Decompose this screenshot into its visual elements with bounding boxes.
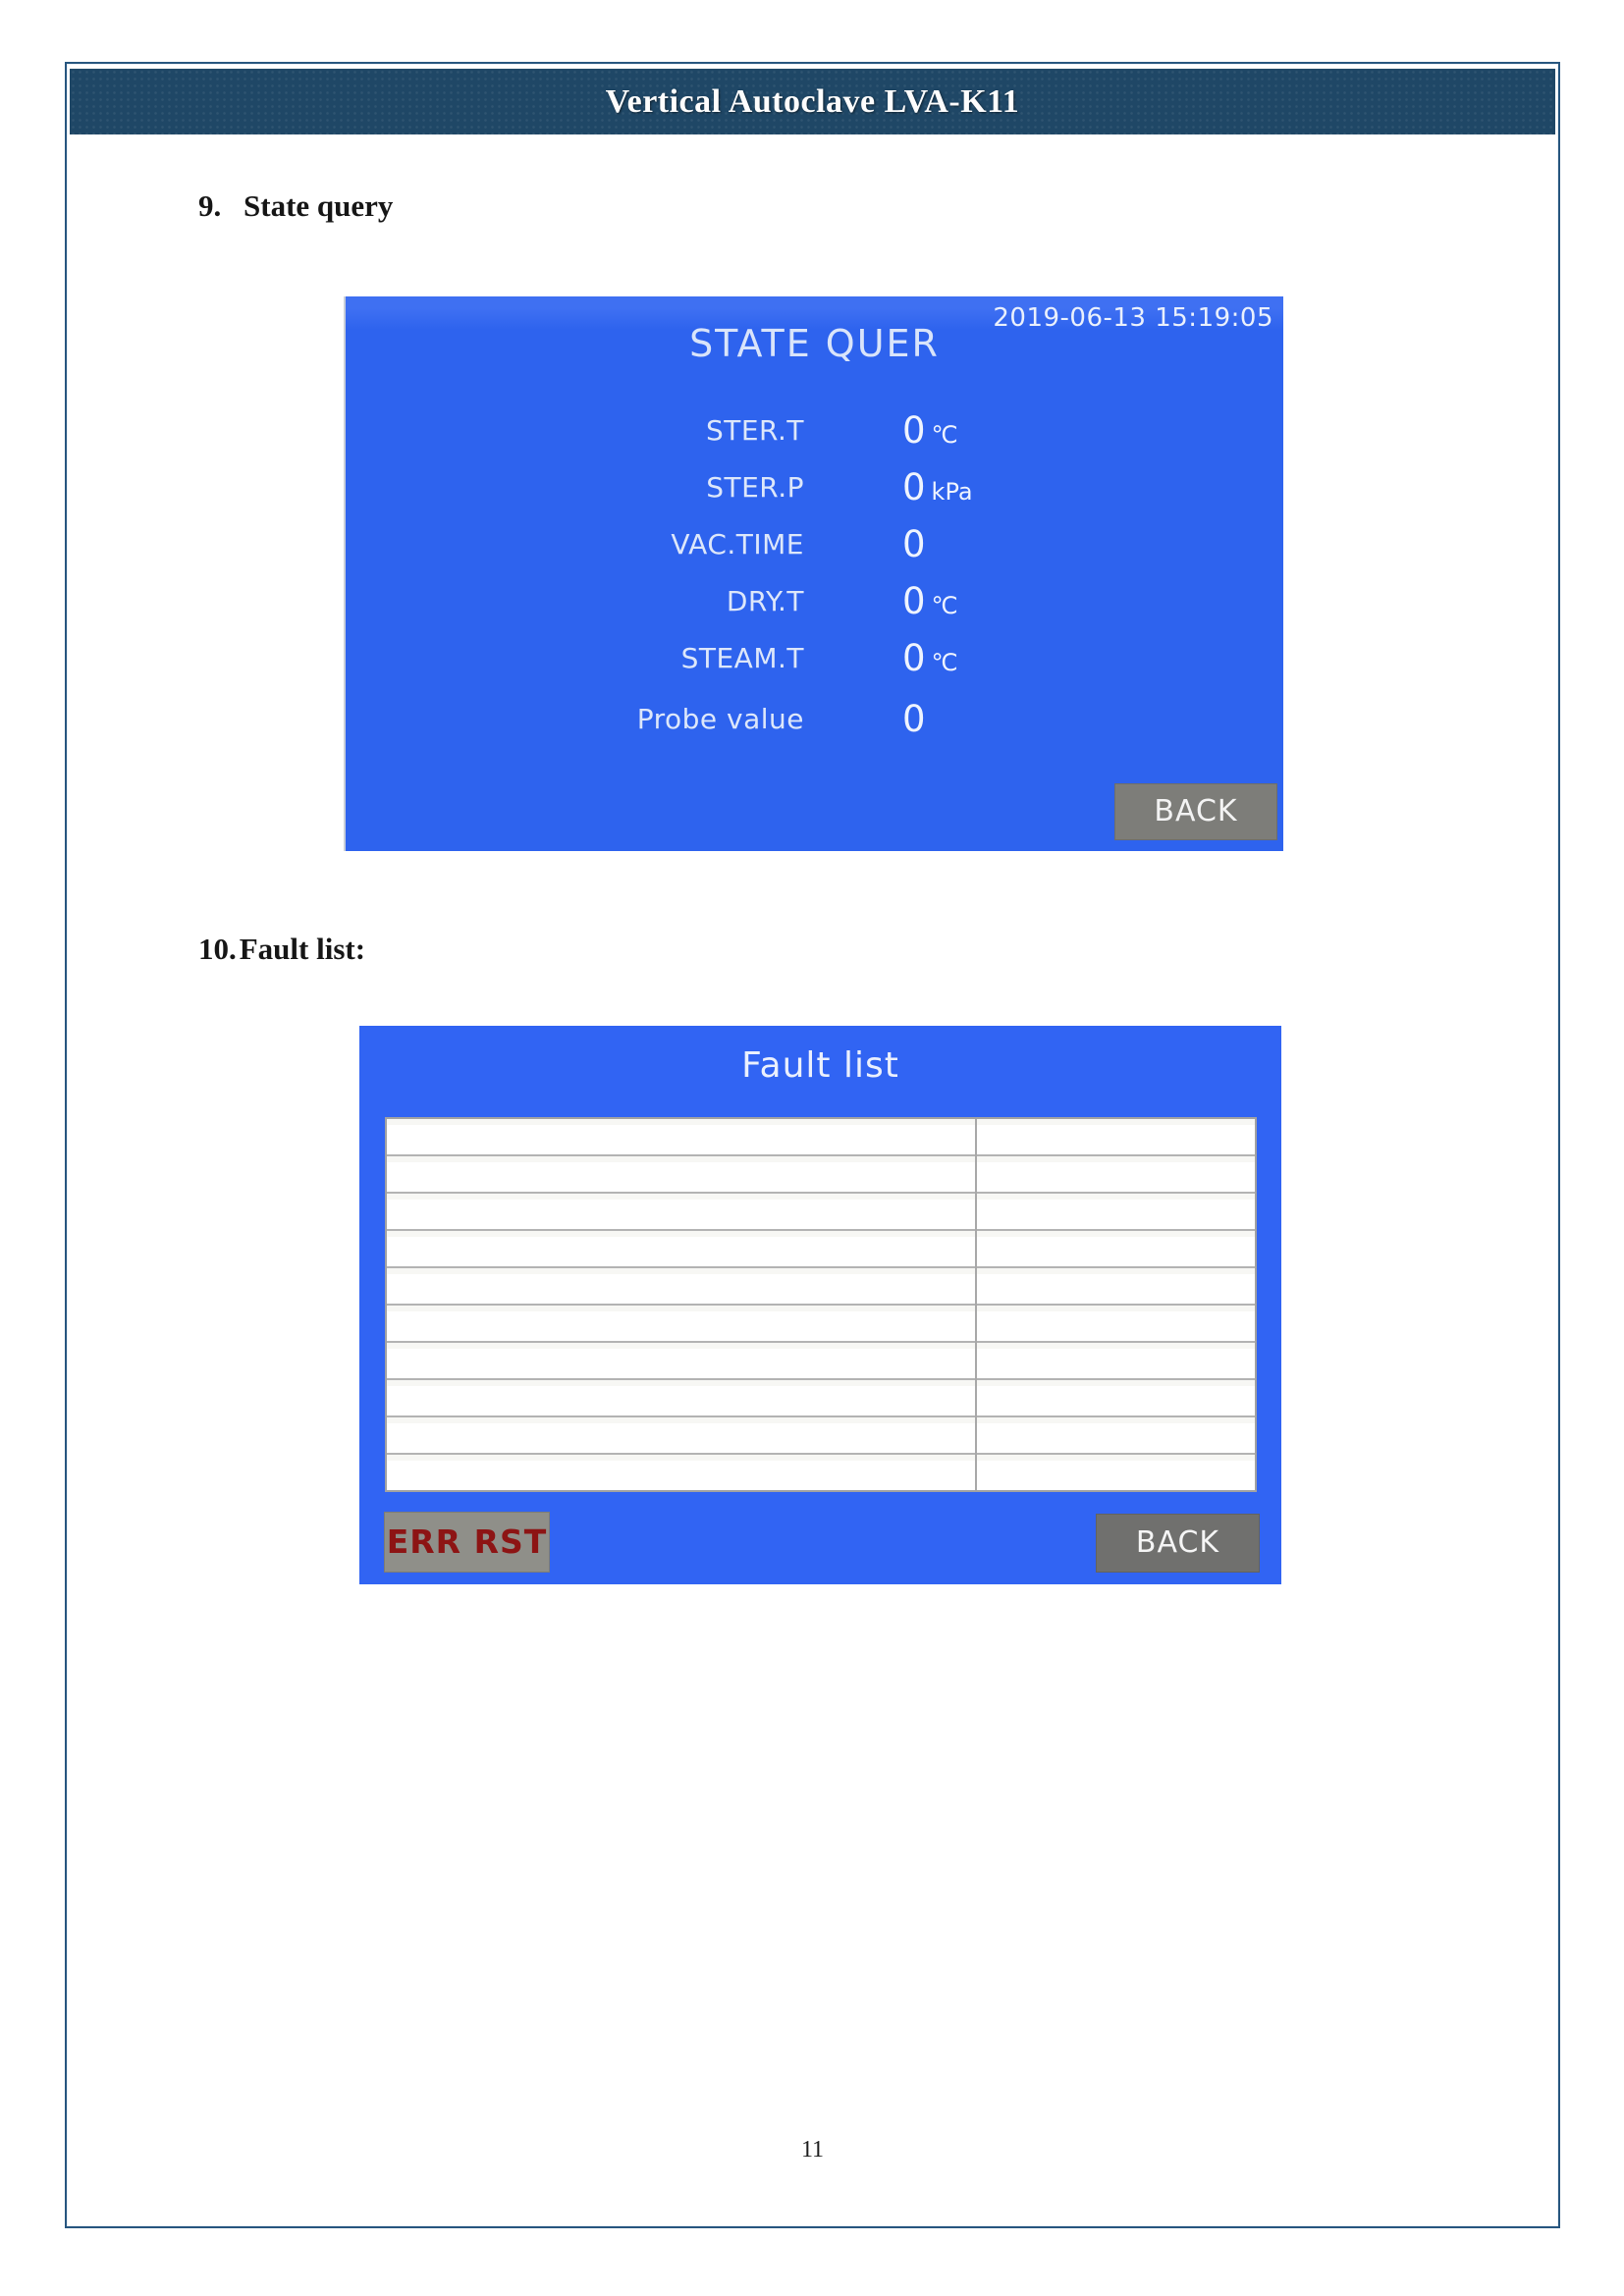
state-row xyxy=(346,691,1283,748)
section-10-number: 10. xyxy=(198,932,237,966)
fault-table-row xyxy=(387,1194,1255,1231)
page-number: 11 xyxy=(800,2137,825,2163)
state-row-value: 0 ℃ xyxy=(902,409,958,452)
state-row xyxy=(346,516,1283,573)
fault-table xyxy=(385,1117,1257,1492)
fault-table-row xyxy=(387,1417,1255,1455)
section-9-number: 9. xyxy=(198,188,222,223)
state-row xyxy=(346,459,1283,516)
fault-table-row xyxy=(387,1119,1255,1156)
fault-list-screen xyxy=(359,1026,1281,1584)
section-9-title: State query xyxy=(244,188,394,223)
state-row-label: STER.P xyxy=(706,471,804,504)
fault-table-row xyxy=(387,1231,1255,1268)
page-title: Vertical Autoclave LVA-K11 xyxy=(605,82,1020,120)
state-row-value: 0 kPa xyxy=(902,466,973,508)
err-rst-button[interactable]: ERR RST xyxy=(385,1513,549,1572)
state-row-label: DRY.T xyxy=(726,585,804,617)
fault-table-row xyxy=(387,1268,1255,1306)
state-row-value: 0 xyxy=(902,698,926,740)
state-row-value: 0 ℃ xyxy=(902,580,958,622)
header-bar xyxy=(70,69,1555,134)
state-row-label: STER.T xyxy=(705,414,804,447)
section-9-heading xyxy=(198,188,393,224)
fault-table-row xyxy=(387,1380,1255,1417)
fault-table-row xyxy=(387,1455,1255,1492)
clock-text: 2019-06-13 15:19:05 xyxy=(993,303,1273,333)
state-row-value: 0 xyxy=(902,523,926,565)
back-button[interactable]: BACK xyxy=(1115,784,1276,839)
fault-screen-title: Fault list xyxy=(741,1045,899,1086)
fault-table-row xyxy=(387,1306,1255,1343)
state-query-screen xyxy=(344,296,1283,851)
state-row xyxy=(346,402,1283,459)
fault-table-divider xyxy=(975,1119,977,1490)
state-row xyxy=(346,573,1283,630)
state-row xyxy=(346,630,1283,687)
state-readout-list xyxy=(346,402,1283,748)
fault-table-row xyxy=(387,1156,1255,1194)
state-row-label: STEAM.T xyxy=(680,642,804,674)
state-screen-title: STATE QUER xyxy=(689,322,940,365)
state-row-label: Probe value xyxy=(636,703,804,735)
back-button[interactable]: BACK xyxy=(1097,1515,1259,1572)
section-10-title: Fault list: xyxy=(239,932,366,966)
page-border xyxy=(65,62,1560,2228)
state-row-value: 0 ℃ xyxy=(902,637,958,679)
section-10-heading xyxy=(198,932,365,967)
fault-table-row xyxy=(387,1343,1255,1380)
state-row-label: VAC.TIME xyxy=(671,528,804,561)
